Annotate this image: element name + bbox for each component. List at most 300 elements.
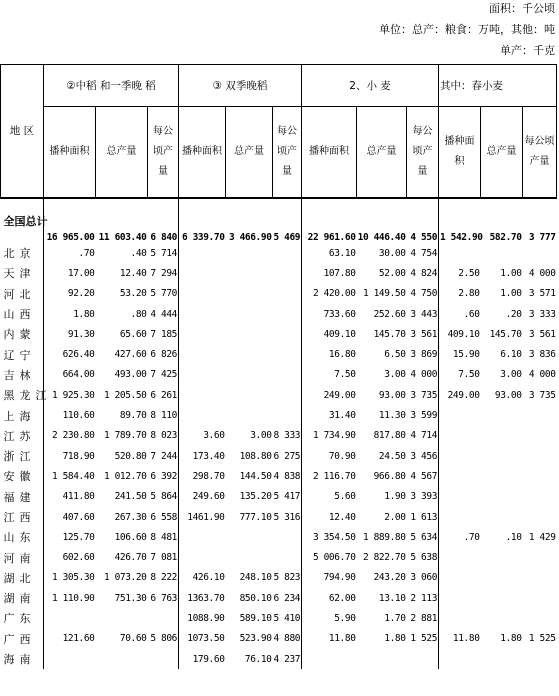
value-cell: 6.50: [384, 349, 406, 361]
value-cell: 5 806: [150, 633, 178, 645]
value-cell: 718.90: [44, 446, 96, 466]
value-cell: [273, 385, 302, 405]
value-cell: 850.10: [239, 592, 272, 604]
value-cell: 3 333: [528, 308, 556, 320]
value-cell: 4 567: [410, 470, 438, 482]
value-cell: 3.60: [179, 426, 226, 446]
value-cell: 1 613: [410, 511, 438, 523]
value-cell: [439, 649, 481, 669]
value-cell: 1 925.30: [44, 385, 96, 405]
value-cell: 13.10: [378, 592, 406, 604]
value-cell: [96, 649, 148, 669]
region-cell: 辽宁: [3, 348, 36, 362]
value-cell: 4 754: [410, 247, 438, 259]
value-cell: 121.60: [44, 629, 96, 649]
value-cell: 2 230.80: [44, 426, 96, 446]
value-cell: 267.30: [114, 511, 147, 523]
region-cell: 海南: [3, 653, 36, 667]
value-cell: 93.00: [494, 389, 522, 401]
table-row: [1, 284, 557, 304]
value-cell: [407, 649, 439, 669]
value-cell: 794.90: [302, 568, 357, 588]
region-cell: 广西: [3, 632, 36, 646]
value-cell: [481, 446, 523, 466]
value-cell: [273, 527, 302, 547]
value-cell: [273, 284, 302, 304]
table-row: [1, 466, 557, 486]
col-header-yield: 每公顷产量: [523, 107, 557, 199]
value-cell: 4 237: [273, 653, 301, 665]
value-cell: 2 420.00: [302, 284, 357, 304]
value-cell: 17.00: [44, 263, 96, 283]
group-header-mid-rice: ②中稻 和一季晚 稻: [44, 65, 179, 107]
value-cell: 4 000: [528, 369, 556, 381]
value-cell: 4 714: [410, 430, 438, 442]
value-cell: 3 735: [528, 389, 556, 401]
value-cell: 1 525: [528, 633, 556, 645]
value-cell: 5 006.70: [302, 547, 357, 567]
value-cell: 7 081: [150, 552, 178, 564]
value-cell: [273, 263, 302, 283]
table-row: [1, 487, 557, 507]
value-cell: 3 561: [528, 328, 556, 340]
value-cell: 70.60: [119, 633, 147, 645]
region-cell: 湖北: [3, 571, 36, 585]
value-cell: 751.30: [114, 592, 147, 604]
value-cell: [481, 507, 523, 527]
value-cell: 11.80: [302, 629, 357, 649]
value-cell: 1 012.70: [103, 470, 147, 482]
value-cell: [523, 446, 557, 466]
col-header-yield: 每公顷产量: [148, 107, 179, 199]
value-cell: 6 558: [150, 511, 178, 523]
value-cell: [179, 304, 226, 324]
value-cell: [273, 344, 302, 364]
value-cell: 4 838: [273, 470, 301, 482]
value-cell: 1 789.70: [103, 430, 147, 442]
region-cell: 湖南: [3, 592, 36, 606]
value-cell: 5.90: [302, 608, 357, 628]
value-cell: 2 113: [410, 592, 438, 604]
value-cell: [481, 547, 523, 567]
value-cell: [481, 568, 523, 588]
value-cell: 523.90: [239, 633, 272, 645]
value-cell: 5 823: [273, 572, 301, 584]
value-cell: 4 444: [150, 308, 178, 320]
value-cell: 1 734.90: [302, 426, 357, 446]
value-cell: [273, 365, 302, 385]
value-cell: [179, 547, 226, 567]
table-row: [1, 608, 557, 628]
value-cell: 426.10: [179, 568, 226, 588]
value-cell: [179, 385, 226, 405]
value-cell: [481, 243, 523, 263]
table-row: [1, 263, 557, 283]
value-cell: 241.50: [114, 491, 147, 503]
value-cell: 426.70: [114, 552, 147, 564]
value-cell: 135.20: [239, 491, 272, 503]
value-cell: 5 714: [150, 247, 178, 259]
value-cell: 252.60: [373, 308, 406, 320]
region-cell: 黑龙江: [3, 389, 52, 403]
value-cell: 15.90: [439, 344, 481, 364]
region-cell: 山西: [3, 308, 36, 322]
value-cell: 125.70: [44, 527, 96, 547]
value-cell: [179, 527, 226, 547]
value-cell: 249.00: [302, 385, 357, 405]
value-cell: [273, 243, 302, 263]
col-header-sown-area: 播种面积: [179, 107, 226, 199]
value-cell: 62.00: [302, 588, 357, 608]
value-cell: 407.60: [44, 507, 96, 527]
value-cell: 1 525: [410, 633, 438, 645]
table-row: [1, 629, 557, 649]
col-header-yield: 每公顷产量: [273, 107, 302, 199]
value-cell: 2 822.70: [362, 552, 406, 564]
region-header: 地 区: [1, 65, 44, 199]
value-cell: 91.30: [44, 324, 96, 344]
value-cell: 16.80: [302, 344, 357, 364]
value-cell: [226, 243, 273, 263]
value-cell: 3 735: [410, 389, 438, 401]
value-cell: 3 869: [410, 349, 438, 361]
value-cell: 3 571: [528, 288, 556, 300]
value-cell: [439, 487, 481, 507]
value-cell: [226, 344, 273, 364]
value-cell: 248.10: [239, 572, 272, 584]
value-cell: 145.70: [373, 328, 406, 340]
value-cell: [439, 446, 481, 466]
value-cell: 1 889.80: [362, 531, 406, 543]
value-cell: [273, 324, 302, 344]
value-cell: [523, 426, 557, 446]
value-cell: 6 261: [150, 389, 178, 401]
value-cell: 53.20: [119, 288, 147, 300]
value-cell: [96, 608, 148, 628]
group-header-spring-wheat: 其中：春小麦: [439, 65, 557, 107]
value-cell: 3 561: [410, 328, 438, 340]
value-cell: 4 550: [407, 198, 439, 243]
value-cell: 110.60: [44, 405, 96, 425]
value-cell: 6.10: [500, 349, 522, 361]
col-header-output: 总产量: [357, 107, 407, 199]
value-cell: 966.80: [373, 470, 406, 482]
value-cell: 8 023: [150, 430, 178, 442]
value-cell: 1088.90: [179, 608, 226, 628]
region-cell: 河南: [3, 551, 36, 565]
value-cell: [439, 466, 481, 486]
value-cell: 409.10: [439, 324, 481, 344]
value-cell: 3 777: [523, 198, 557, 243]
value-cell: 4 000: [410, 369, 438, 381]
value-cell: [179, 365, 226, 385]
value-cell: 5 864: [150, 491, 178, 503]
value-cell: 92.20: [44, 284, 96, 304]
value-cell: [226, 527, 273, 547]
value-cell: 70.90: [302, 446, 357, 466]
value-cell: [439, 243, 481, 263]
col-header-sown-area: 播种面积: [302, 107, 357, 199]
table-row: [1, 324, 557, 344]
region-cell: 吉林: [3, 368, 36, 382]
col-header-output: 总产量: [96, 107, 148, 199]
table-row: [1, 507, 557, 527]
table-row: [1, 198, 557, 243]
value-cell: [44, 608, 96, 628]
table-row: [1, 568, 557, 588]
value-cell: 144.50: [239, 470, 272, 482]
col-header-sown-area: 播种面积: [44, 107, 96, 199]
value-cell: [439, 568, 481, 588]
table-row: [1, 527, 557, 547]
value-cell: 3 466.90: [226, 198, 273, 243]
value-cell: 1073.50: [179, 629, 226, 649]
unit-note-area: 面积：千公顷: [489, 2, 555, 15]
value-cell: 8 481: [150, 531, 178, 543]
table-row: [1, 426, 557, 446]
value-cell: 1.00: [500, 267, 522, 279]
value-cell: 3 443: [410, 308, 438, 320]
value-cell: 520.80: [114, 450, 147, 462]
value-cell: 249.60: [179, 487, 226, 507]
group-header-wheat: 2、小 麦: [302, 65, 439, 107]
value-cell: 11.30: [378, 410, 406, 422]
value-cell: [523, 487, 557, 507]
value-cell: 3.00: [250, 430, 272, 442]
region-cell: 河北: [3, 287, 36, 301]
value-cell: 243.20: [373, 572, 406, 584]
value-cell: 6 234: [273, 592, 301, 604]
value-cell: [523, 588, 557, 608]
value-cell: [523, 466, 557, 486]
value-cell: 1 073.20: [103, 572, 147, 584]
value-cell: 5 469: [273, 198, 302, 243]
value-cell: 1.80: [500, 633, 522, 645]
region-cell: 广东: [3, 612, 36, 626]
value-cell: 52.00: [378, 267, 406, 279]
value-cell: 1.80: [384, 633, 406, 645]
region-cell: 江苏: [3, 429, 36, 443]
table-row: [1, 649, 557, 669]
value-cell: 1.90: [384, 491, 406, 503]
value-cell: 12.40: [119, 267, 147, 279]
col-header-output: 总产量: [226, 107, 273, 199]
value-cell: [273, 405, 302, 425]
value-cell: 1.70: [384, 612, 406, 624]
value-cell: [273, 304, 302, 324]
value-cell: 11 603.40: [96, 198, 148, 243]
value-cell: 16 965.00: [44, 198, 96, 243]
value-cell: 2 881: [410, 612, 438, 624]
col-header-yield: 每公顷产量: [407, 107, 439, 199]
value-cell: [273, 547, 302, 567]
value-cell: 3 060: [410, 572, 438, 584]
value-cell: 179.60: [179, 649, 226, 669]
value-cell: 1 205.50: [103, 389, 147, 401]
value-cell: 6 763: [150, 592, 178, 604]
region-cell: 全国总计: [1, 198, 44, 243]
col-header-output: 总产量: [481, 107, 523, 199]
value-cell: .70: [44, 243, 96, 263]
value-cell: 626.40: [44, 344, 96, 364]
value-cell: [481, 426, 523, 446]
value-cell: 2.50: [439, 263, 481, 283]
value-cell: [523, 649, 557, 669]
value-cell: 7.50: [302, 365, 357, 385]
value-cell: 4 824: [410, 267, 438, 279]
value-cell: 173.40: [179, 446, 226, 466]
table-row: [1, 304, 557, 324]
value-cell: 493.00: [114, 369, 147, 381]
value-cell: 1.80: [44, 304, 96, 324]
table-row: [1, 344, 557, 364]
value-cell: [226, 284, 273, 304]
value-cell: 8 222: [150, 572, 178, 584]
value-cell: .20: [505, 308, 522, 320]
value-cell: [44, 649, 96, 669]
value-cell: [481, 608, 523, 628]
value-cell: 107.80: [302, 263, 357, 283]
value-cell: 5 410: [273, 612, 301, 624]
region-cell: 安徽: [3, 470, 36, 484]
value-cell: 22 961.60: [302, 198, 357, 243]
value-cell: 5 770: [150, 288, 178, 300]
value-cell: 89.70: [119, 410, 147, 422]
value-cell: 777.10: [239, 511, 272, 523]
region-cell: 浙江: [3, 450, 36, 464]
table-row: [1, 385, 557, 405]
crop-statistics-table: [0, 64, 557, 669]
value-cell: [439, 507, 481, 527]
value-cell: [226, 365, 273, 385]
col-header-sown-area: 播种面积: [439, 107, 481, 199]
group-header-late-rice: ③ 双季晚稻: [179, 65, 302, 107]
value-cell: 817.80: [373, 430, 406, 442]
value-cell: [179, 324, 226, 344]
value-cell: 427.60: [114, 349, 147, 361]
table-row: [1, 588, 557, 608]
value-cell: [179, 243, 226, 263]
value-cell: 3 456: [410, 450, 438, 462]
value-cell: 2.80: [439, 284, 481, 304]
value-cell: 1.00: [500, 288, 522, 300]
value-cell: 65.60: [119, 328, 147, 340]
value-cell: 4 000: [528, 267, 556, 279]
value-cell: [179, 344, 226, 364]
value-cell: 6 392: [150, 470, 178, 482]
value-cell: 11.80: [439, 629, 481, 649]
value-cell: 409.10: [302, 324, 357, 344]
region-cell: 内蒙: [3, 328, 36, 342]
value-cell: 106.60: [114, 531, 147, 543]
region-cell: 山东: [3, 531, 36, 545]
value-cell: 12.40: [302, 507, 357, 527]
value-cell: [481, 649, 523, 669]
region-cell: 天津: [3, 267, 36, 281]
value-cell: 6 339.70: [179, 198, 226, 243]
value-cell: 1 584.40: [44, 466, 96, 486]
value-cell: 1461.90: [179, 507, 226, 527]
value-cell: 63.10: [302, 243, 357, 263]
table-row: [1, 446, 557, 466]
value-cell: 6 826: [150, 349, 178, 361]
value-cell: [226, 547, 273, 567]
value-cell: [439, 405, 481, 425]
value-cell: 108.80: [239, 450, 272, 462]
value-cell: 30.00: [378, 247, 406, 259]
value-cell: 2.00: [384, 511, 406, 523]
value-cell: 3 599: [410, 410, 438, 422]
value-cell: 1 305.30: [44, 568, 96, 588]
value-cell: 4 750: [410, 288, 438, 300]
value-cell: 8 110: [150, 410, 178, 422]
value-cell: [523, 547, 557, 567]
unit-note-output: 单位：总产：粮食：万吨，其他：吨: [379, 23, 555, 36]
value-cell: 7.50: [439, 365, 481, 385]
value-cell: [481, 588, 523, 608]
value-cell: 3 393: [410, 491, 438, 503]
value-cell: 249.00: [439, 385, 481, 405]
value-cell: 31.40: [302, 405, 357, 425]
value-cell: 733.60: [302, 304, 357, 324]
value-cell: 2 116.70: [302, 466, 357, 486]
table-row: [1, 365, 557, 385]
value-cell: 1 149.50: [362, 288, 406, 300]
value-cell: [523, 608, 557, 628]
table-row: [1, 405, 557, 425]
value-cell: 24.50: [378, 450, 406, 462]
value-cell: [148, 608, 179, 628]
value-cell: [357, 649, 407, 669]
value-cell: 93.00: [378, 389, 406, 401]
value-cell: 3 354.50: [302, 527, 357, 547]
value-cell: 5 634: [410, 531, 438, 543]
value-cell: 1 542.90: [439, 198, 481, 243]
value-cell: 7 425: [150, 369, 178, 381]
table-row: [1, 243, 557, 263]
value-cell: .10: [505, 531, 522, 543]
value-cell: 1 429: [528, 531, 556, 543]
value-cell: [523, 405, 557, 425]
value-cell: [179, 284, 226, 304]
table-row: [1, 547, 557, 567]
value-cell: .60: [439, 304, 481, 324]
value-cell: [481, 487, 523, 507]
value-cell: 582.70: [481, 198, 523, 243]
value-cell: 5 638: [410, 552, 438, 564]
value-cell: .70: [439, 527, 481, 547]
value-cell: 5 417: [273, 491, 301, 503]
value-cell: [148, 649, 179, 669]
value-cell: [439, 426, 481, 446]
value-cell: [439, 588, 481, 608]
value-cell: [523, 507, 557, 527]
region-cell: 上海: [3, 409, 36, 423]
value-cell: 1 110.90: [44, 588, 96, 608]
value-cell: 3 836: [528, 349, 556, 361]
value-cell: 3.00: [384, 369, 406, 381]
region-cell: 北京: [3, 247, 36, 261]
value-cell: 298.70: [179, 466, 226, 486]
value-cell: 7 185: [150, 328, 178, 340]
value-cell: [179, 263, 226, 283]
value-cell: 589.10: [239, 612, 272, 624]
region-cell: 福建: [3, 490, 36, 504]
value-cell: [439, 547, 481, 567]
value-cell: [481, 466, 523, 486]
value-cell: 7 294: [150, 267, 178, 279]
value-cell: [226, 405, 273, 425]
